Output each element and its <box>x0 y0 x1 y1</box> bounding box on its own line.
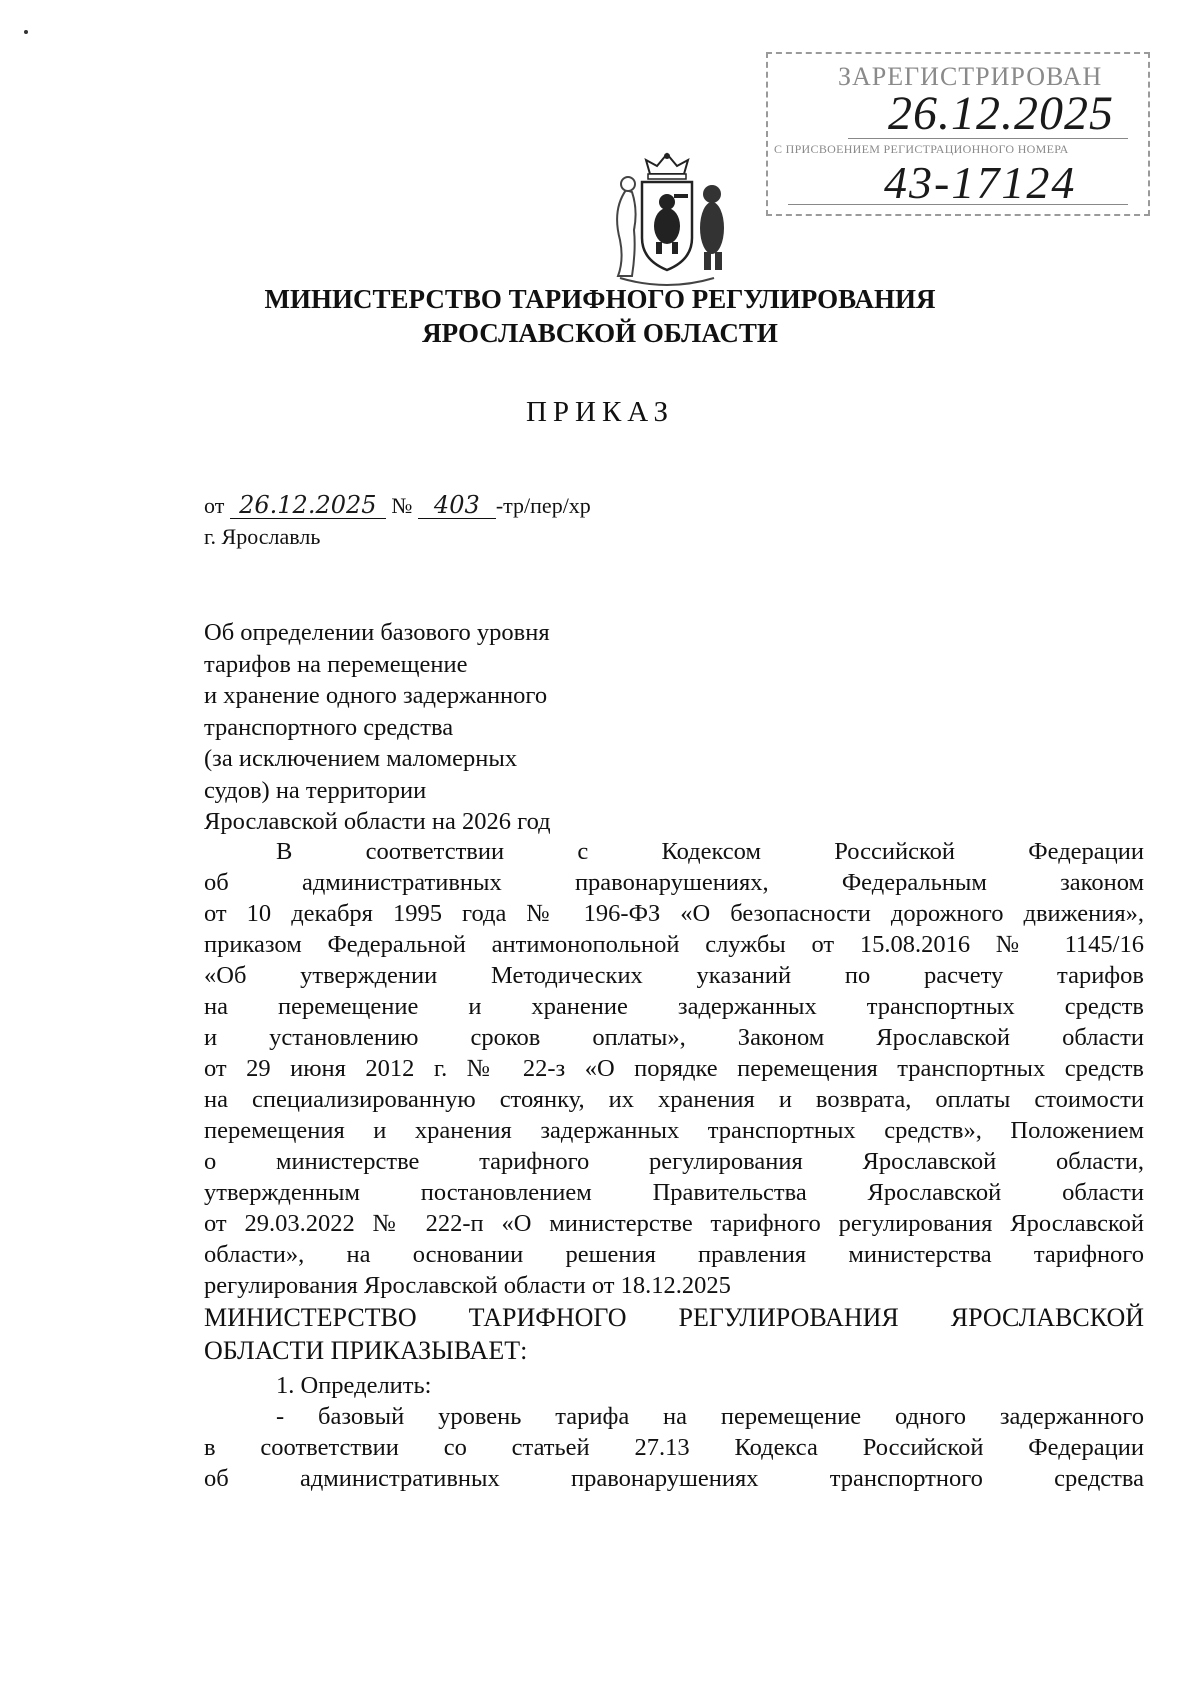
stamp-title: ЗАРЕГИСТРИРОВАН <box>838 62 1103 91</box>
order-number: 403 <box>418 492 496 519</box>
body-line: регулирования Ярославской области от 18.12.2025 <box>204 1272 731 1299</box>
body-line: и установлению сроков оплаты», Законом Ярославской области <box>204 1024 1144 1051</box>
stamp-date: 26.12.2025 <box>888 87 1114 140</box>
registration-stamp <box>766 52 1150 216</box>
stamp-caption: С ПРИСВОЕНИЕМ РЕГИСТРАЦИОННОГО НОМЕРА <box>774 142 1069 156</box>
body-line: В соответствии с Кодексом Российской Федерации <box>276 838 1144 865</box>
body-line: об административных правонарушениях, Федеральным законом <box>204 869 1144 896</box>
orders-statement <box>204 1301 1144 1367</box>
body-line: на перемещение и хранение задержанных транспортных средств <box>204 993 1144 1020</box>
item-1-line: об административных правонарушениях транспортного средства <box>204 1465 1144 1492</box>
orders-line: МИНИСТЕРСТВО ТАРИФНОГО РЕГУЛИРОВАНИЯ ЯРОСЛАВСКОЙ <box>204 1303 1144 1332</box>
orders-line: ОБЛАСТИ ПРИКАЗЫВАЕТ: <box>204 1336 528 1365</box>
body-line: перемещения и хранения задержанных транспортных средств», Положением <box>204 1117 1144 1144</box>
yaroslavl-coat-of-arms-icon <box>598 150 736 292</box>
order-from-label: от <box>204 493 225 518</box>
body-line: области», на основании решения правления министерства тарифного <box>204 1241 1144 1268</box>
body-line: о министерстве тарифного регулирования Ярославской области, <box>204 1148 1144 1175</box>
body-line: от 29 июня 2012 г. № 22-з «О порядке перемещения транспортных средств <box>204 1055 1144 1082</box>
ministry-name-line2: ЯРОСЛАВСКОЙ ОБЛАСТИ <box>422 318 778 348</box>
subject-line: судов) на территории <box>204 776 427 804</box>
item-1-line: в соответствии со статьей 27.13 Кодекса Российской Федерации <box>204 1434 1144 1461</box>
ministry-name-line1: МИНИСТЕРСТВО ТАРИФНОГО РЕГУЛИРОВАНИЯ <box>264 284 936 314</box>
preamble-paragraph <box>204 836 1144 1301</box>
subject-line: Об определении базового уровня <box>204 619 550 646</box>
order-subject <box>204 617 624 838</box>
subject-line: тарифов на перемещение <box>204 650 468 678</box>
order-details <box>204 492 591 519</box>
body-line: «Об утверждении Методических указаний по расчету тарифов <box>204 962 1144 989</box>
body-line: на специализированную стоянку, их хранения и возврата, оплаты стоимости <box>204 1086 1144 1113</box>
body-line: приказом Федеральной антимонопольной службы от 15.08.2016 № 1145/16 <box>204 931 1144 958</box>
subject-line: Ярославской области на 2026 год <box>204 808 551 835</box>
document-type: ПРИКАЗ <box>525 396 675 428</box>
order-date: 26.12.2025 <box>230 492 386 519</box>
item-1 <box>204 1370 1144 1494</box>
stamp-divider <box>788 204 1128 205</box>
subject-line: (за исключением маломерных <box>204 745 518 772</box>
item-1-line: - базовый уровень тарифа на перемещение одного задержанного <box>276 1403 1144 1430</box>
item-1-title: 1. Определить: <box>276 1372 432 1399</box>
stamp-registration-number: 43-17124 <box>884 157 1077 208</box>
subject-line: транспортного средства <box>204 713 454 741</box>
order-number-label: № <box>391 493 413 518</box>
order-city: г. Ярославль <box>204 524 321 549</box>
subject-line: и хранение одного задержанного <box>204 682 548 709</box>
stamp-divider <box>848 138 1128 139</box>
scan-speck <box>24 30 28 34</box>
order-number-suffix: -тр/пер/хр <box>495 493 591 518</box>
body-line: утвержденным постановлением Правительства Ярославской области <box>204 1179 1144 1206</box>
body-line: от 10 декабря 1995 года № 196-ФЗ «О безопасности дорожного движения», <box>204 900 1144 927</box>
body-line: от 29.03.2022 № 222-п «О министерстве тарифного регулирования Ярославской <box>204 1210 1144 1237</box>
